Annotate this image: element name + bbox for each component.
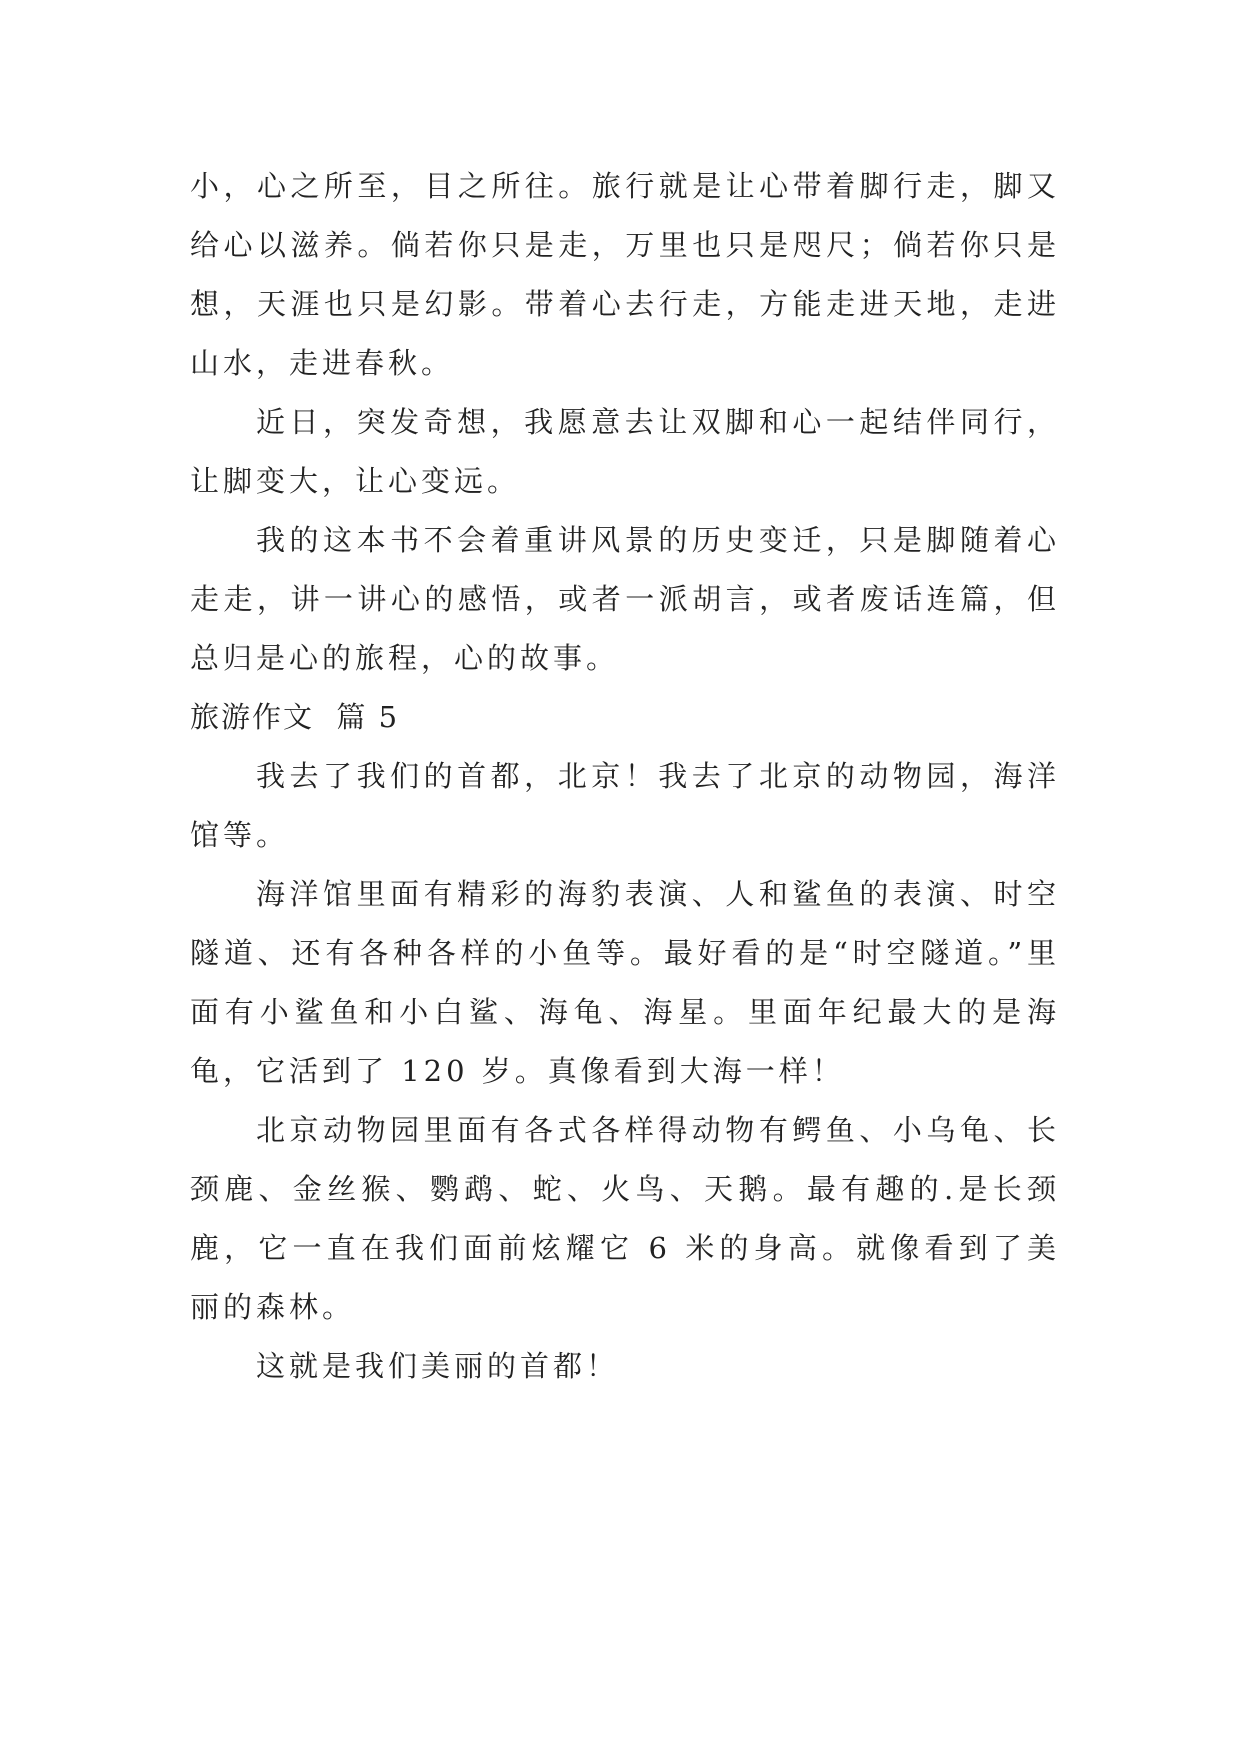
paragraph: 近日，突发奇想，我愿意去让双脚和心一起结伴同行，让脚变大，让心变远。 bbox=[190, 405, 1060, 498]
paragraph: 我去了我们的首都，北京！我去了北京的动物园，海洋馆等。 bbox=[190, 759, 1060, 852]
paragraph-continuation: 小，心之所至，目之所往。旅行就是让心带着脚行走，脚又给心以滋养。倘若你只是走，万里也只是咫尺；倘若你只是想，天涯也只是幻影。带着心去行走，方能走进天地，走进山水，走进春秋。 bbox=[190, 169, 1060, 380]
document-body bbox=[190, 157, 1060, 1396]
paragraph: 这就是我们美丽的首都！ bbox=[256, 1349, 620, 1383]
paragraph: 海洋馆里面有精彩的海豹表演、人和鲨鱼的表演、时空隧道、还有各种各样的小鱼等。最好看的是“时空隧道。”里面有小鲨鱼和小白鲨、海龟、海星。里面年纪最大的是海龟，它活到了 120 岁。真像看到大海一样！ bbox=[190, 877, 1060, 1088]
paragraph: 我的这本书不会着重讲风景的历史变迁，只是脚随着心走走，讲一讲心的感悟，或者一派胡言，或者废话连篇，但总归是心的旅程，心的故事。 bbox=[190, 523, 1060, 675]
section-heading: 旅游作文 篇 5 bbox=[190, 700, 400, 734]
paragraph: 北京动物园里面有各式各样得动物有鳄鱼、小乌龟、长颈鹿、金丝猴、鹦鹉、蛇、火鸟、天鹅。最有趣的.是长颈鹿，它一直在我们面前炫耀它 6 米的身高。就像看到了美丽的森林。 bbox=[190, 1113, 1060, 1324]
